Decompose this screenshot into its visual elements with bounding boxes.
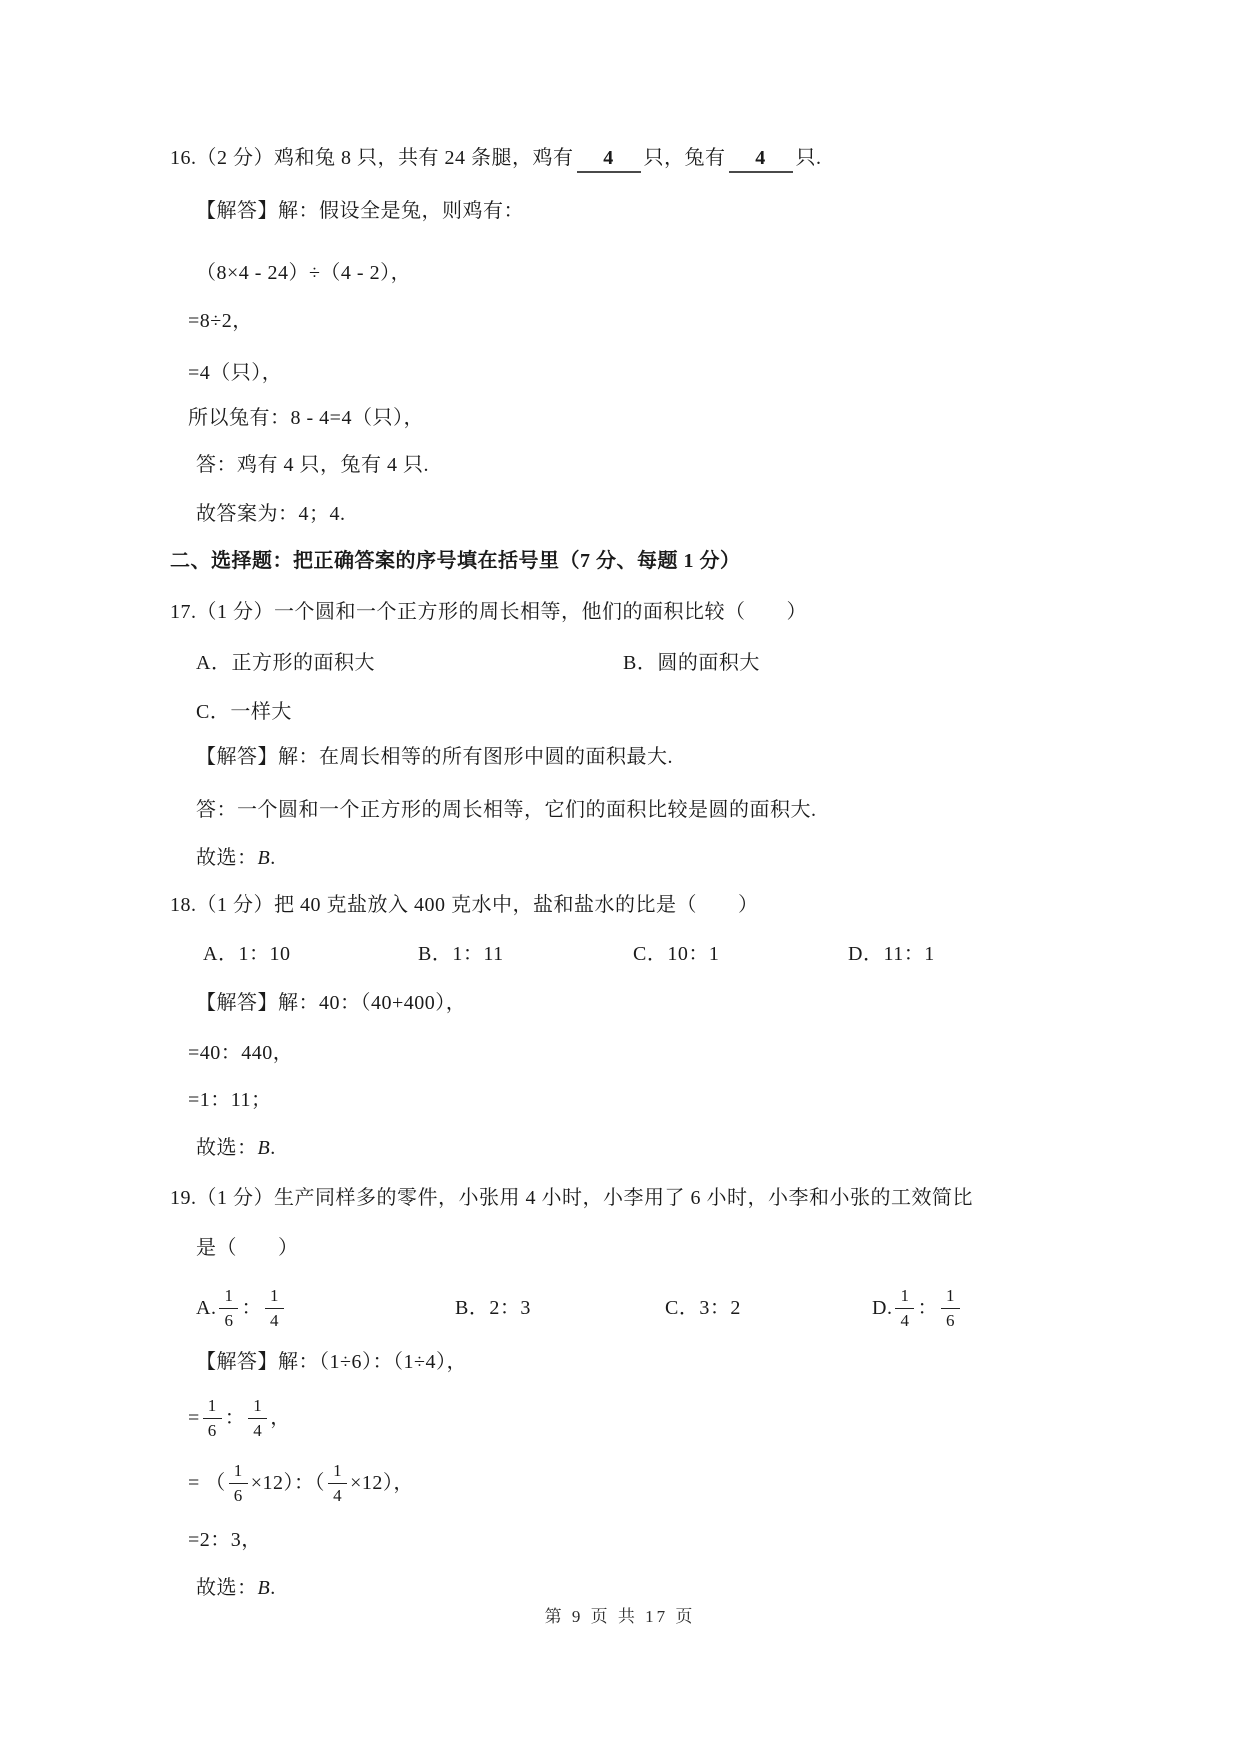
equals-sign: =: [188, 1407, 200, 1429]
q16-equation-2: =8÷2，: [188, 310, 253, 332]
q16-equation-1: （8×4 - 24）÷（4 - 2），: [196, 262, 412, 284]
q16-blank-1: 4: [577, 145, 641, 173]
fraction-one-sixth: [941, 1285, 960, 1331]
q19-option-b: B．2：3: [455, 1297, 531, 1319]
q16-blank-2: 4: [729, 145, 793, 173]
fraction-one-fourth: [895, 1285, 914, 1331]
q19-final-letter: B: [257, 1577, 271, 1599]
q16-equation-3: =4（只），: [188, 362, 283, 384]
fraction-numerator: 1: [203, 1395, 222, 1418]
fraction-one-fourth: [248, 1395, 267, 1441]
fraction-one-sixth: [229, 1460, 248, 1506]
q17-final-post: .: [270, 847, 276, 869]
fraction-one-sixth: [203, 1395, 222, 1441]
fraction-numerator: 1: [219, 1285, 238, 1308]
ratio-colon: ：: [917, 1297, 938, 1319]
q16-head-mid: 只，兔有: [643, 147, 726, 169]
equation-open: = （: [188, 1472, 226, 1494]
q19-equation-3: =2：3，: [188, 1529, 262, 1551]
q16-head-pre: 16.（2 分）鸡和兔 8 只，共有 24 条腿，鸡有: [170, 147, 574, 169]
q19-heading-line2: 是（ ）: [196, 1237, 299, 1259]
q17-final-letter: B: [257, 847, 271, 869]
fraction-one-fourth: [328, 1460, 347, 1506]
fraction-denominator: 6: [207, 1420, 217, 1440]
q17-option-b: B．圆的面积大: [623, 652, 760, 674]
q17-solution-line: 【解答】解：在周长相等的所有图形中圆的面积最大.: [196, 746, 673, 768]
q16-equation-4: 所以兔有：8 - 4=4（只），: [188, 407, 424, 429]
q17-option-a: A．正方形的面积大: [196, 652, 375, 674]
fraction-numerator: 1: [248, 1395, 267, 1418]
q16-heading: [170, 145, 822, 173]
q18-equation-2: =1：11；: [188, 1089, 272, 1111]
fraction-numerator: 1: [265, 1285, 284, 1308]
q19-option-a-label: A.: [196, 1297, 217, 1319]
fraction-one-fourth: [265, 1285, 284, 1331]
q18-option-c: C．10：1: [633, 943, 720, 965]
q19-option-c: C．3：2: [665, 1297, 741, 1319]
q18-heading: 18.（1 分）把 40 克盐放入 400 克水中，盐和盐水的比是（ ）: [170, 894, 759, 916]
q19-option-a: [196, 1280, 287, 1336]
q16-answer-line: 答：鸡有 4 只，兔有 4 只.: [196, 454, 429, 476]
fraction-denominator: 6: [945, 1310, 955, 1330]
fraction-one-sixth: [219, 1285, 238, 1331]
q19-option-d-label: D.: [872, 1297, 893, 1319]
ratio-colon: ：: [224, 1407, 246, 1429]
q19-final-choice: [196, 1575, 276, 1601]
q19-option-d: [872, 1280, 963, 1336]
fraction-denominator: 4: [269, 1310, 279, 1330]
q18-final-post: .: [270, 1137, 276, 1159]
fraction-numerator: 1: [895, 1285, 914, 1308]
q17-final-choice: [196, 845, 276, 871]
equation-end: ×12），: [350, 1472, 414, 1494]
q19-final-post: .: [270, 1577, 276, 1599]
fraction-denominator: 6: [233, 1485, 243, 1505]
fraction-numerator: 1: [229, 1460, 248, 1483]
q18-option-d: D．11：1: [848, 943, 935, 965]
ratio-colon: ：: [241, 1297, 262, 1319]
q18-solution-line: 【解答】解：40：（40+400），: [196, 992, 467, 1014]
q17-answer-line: 答：一个圆和一个正方形的周长相等，它们的面积比较是圆的面积大.: [196, 799, 817, 821]
q19-equation-2: [188, 1455, 414, 1511]
equation-mid: ×12）：（: [250, 1472, 326, 1494]
q18-option-b: B．1：11: [418, 943, 504, 965]
fraction-numerator: 1: [328, 1460, 347, 1483]
section-2-title: 二、选择题：把正确答案的序号填在括号里（7 分、每题 1 分）: [170, 550, 741, 572]
fraction-denominator: 6: [224, 1310, 234, 1330]
q19-final-pre: 故选：: [196, 1577, 258, 1599]
fraction-numerator: 1: [941, 1285, 960, 1308]
q17-final-pre: 故选：: [196, 847, 258, 869]
fraction-denominator: 4: [253, 1420, 263, 1440]
q16-head-post: 只.: [795, 147, 822, 169]
q16-solution-intro: 【解答】解：假设全是兔，则鸡有：: [196, 200, 524, 222]
q17-heading: 17.（1 分）一个圆和一个正方形的周长相等，他们的面积比较（ ）: [170, 601, 807, 623]
fraction-denominator: 4: [900, 1310, 910, 1330]
q18-option-a: A．1：10: [203, 943, 291, 965]
fraction-denominator: 4: [333, 1485, 343, 1505]
q18-equation-1: =40：440，: [188, 1042, 294, 1064]
q18-final-choice: [196, 1135, 276, 1161]
q18-final-letter: B: [257, 1137, 271, 1159]
q19-solution-line: 【解答】解：（1÷6）：（1÷4），: [196, 1351, 467, 1373]
q16-final-answer: 故答案为：4；4.: [196, 503, 346, 525]
comma-mark: ，: [270, 1407, 291, 1429]
page-footer: 第 9 页 共 17 页: [544, 1607, 696, 1626]
q19-equation-1: [188, 1390, 291, 1446]
q19-heading-line1: 19.（1 分）生产同样多的零件，小张用 4 小时，小李用了 6 小时，小李和小张的工效简比: [170, 1187, 973, 1209]
q17-option-c: C．一样大: [196, 701, 292, 723]
q18-final-pre: 故选：: [196, 1137, 258, 1159]
